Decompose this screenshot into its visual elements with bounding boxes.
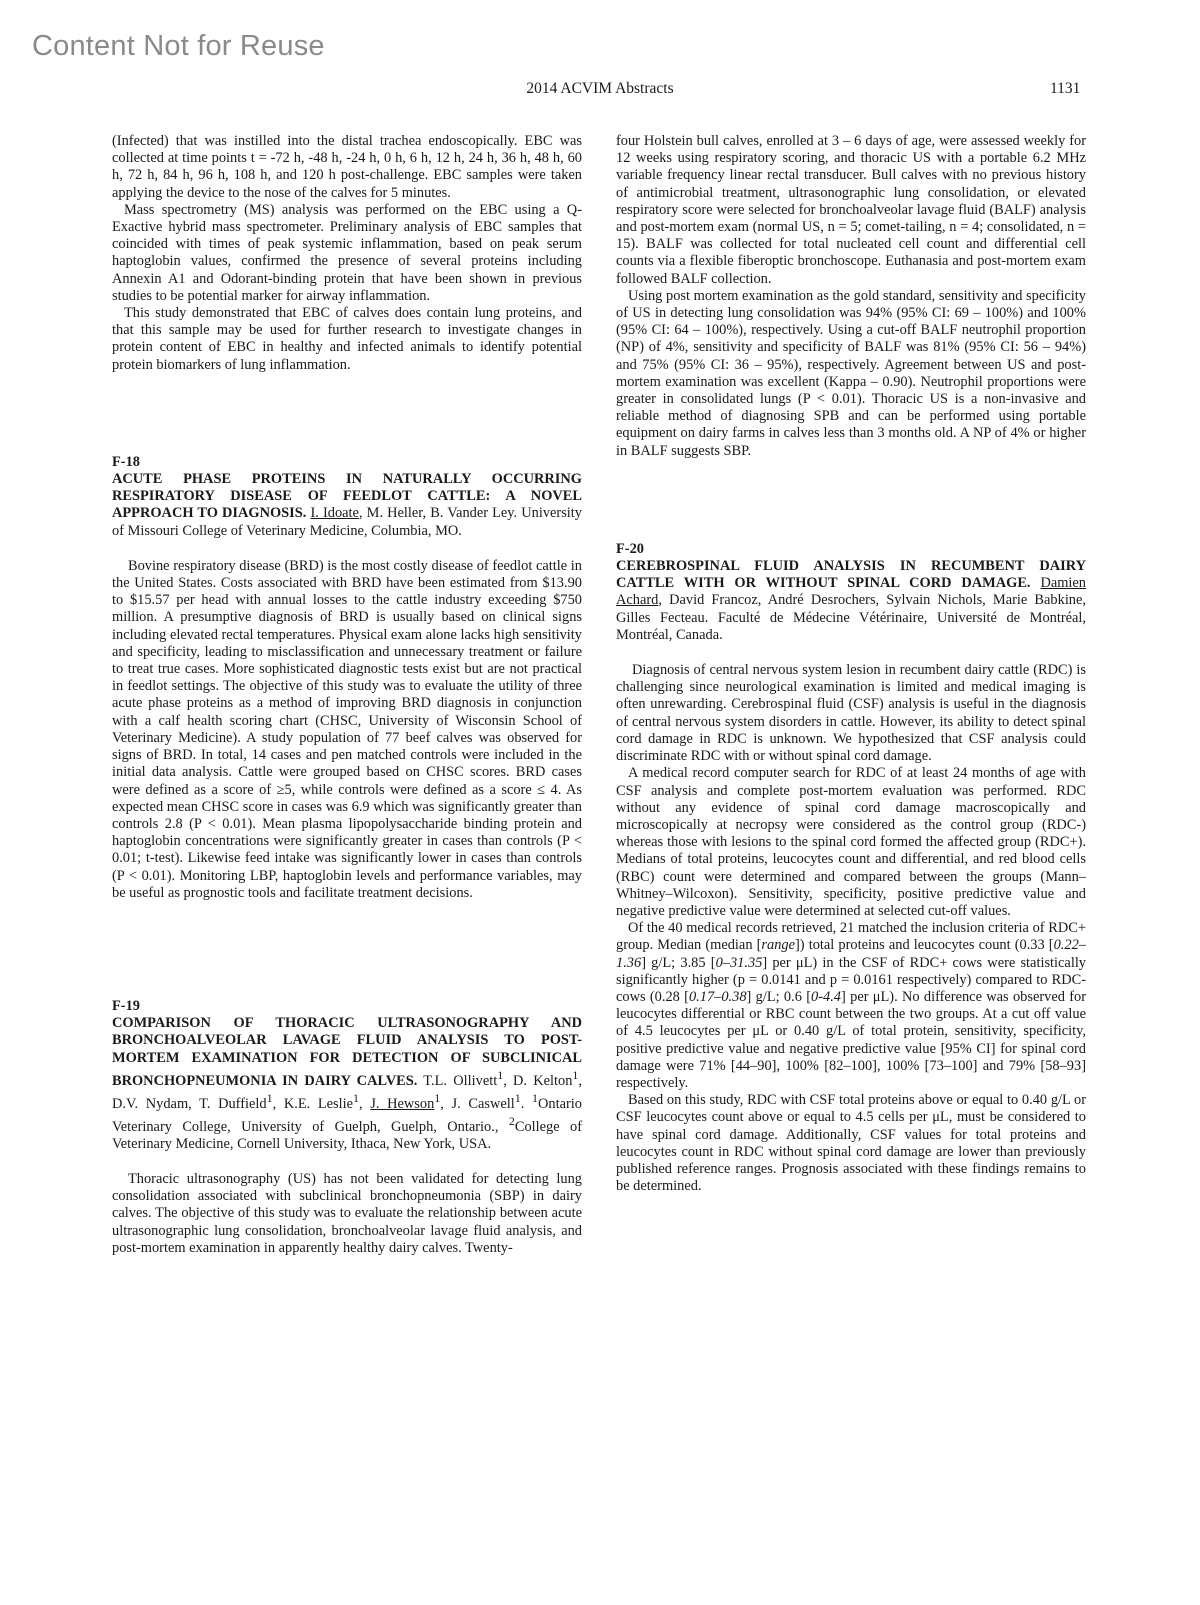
presenting-author: J. Hewson <box>370 1095 435 1112</box>
affiliation: Ontario Veterinary College, University of Guelph, Guelph, Ontario., <box>112 1095 582 1135</box>
affiliation-mark: 1 <box>532 1090 539 1105</box>
abstract-title: CEREBROSPINAL FLUID ANALYSIS IN RECUMBENT DAIRY CATTLE WITH OR WITHOUT SPINAL CORD DAMAGE. <box>616 558 1086 592</box>
affiliation-mark: 2 <box>508 1113 515 1128</box>
right-column <box>616 133 1086 1195</box>
abstract-id: F-20 <box>616 540 644 557</box>
author: , J. Caswell <box>440 1095 515 1112</box>
separator: . <box>520 1095 533 1112</box>
affiliation-mark: 1 <box>514 1090 521 1105</box>
affiliation-mark: 1 <box>434 1090 441 1105</box>
author: , D.V. Nydam, T. Duffield <box>112 1072 583 1112</box>
watermark: Content Not for Reuse <box>32 30 325 62</box>
presenting-author: Damien Achard <box>616 575 1086 609</box>
abstract-f18 <box>112 454 582 902</box>
continued-paragraph: This study demonstrated that EBC of calves does contain lung proteins, and that this sample may be used for further research to investigate changes in protein content of EBC in healthy and infected animals to identify potential protein biomarkers of lung inflammation. <box>112 305 582 373</box>
author: , K.E. Leslie <box>272 1095 354 1112</box>
continued-paragraph: Using post mortem examination as the gold standard, sensitivity and specificity of US in detecting lung consolidation was 94% (95% CI: 69 – 100%) and 100% (95% CI: 64 – 100%), respectively. Using a cut-off BALF neutrophil proportion (NP) of 4%, sensitivity and specificity of BALF was 81% (95% CI: 56 – 94%) and 75% (95% CI: 36 – 95%), respectively. Agreement between US and post-mortem examination was excellent (Kappa – 0.90). Neutrophil proportions were greater in consolidated lungs (P < 0.01). Thoracic US is a non-invasive and reliable method of diagnosing SPB and can be performed using portable equipment on dairy farms in calves less than 3 months old. A NP of 4% or higher in BALF suggests SBP. <box>616 287 1086 459</box>
abstract-id: F-19 <box>112 997 140 1014</box>
authors-affiliation: , M. Heller, B. Vander Ley. University of Missouri College of Veterinary Medicine, Columbia, MO. <box>112 505 583 539</box>
author: T.L. Ollivett <box>417 1072 498 1089</box>
running-title: 2014 ACVIM Abstracts <box>526 80 674 97</box>
separator: , <box>359 1095 371 1112</box>
authors-affiliation: , David Francoz, André Desrochers, Sylvain Nichols, Marie Babkine, Gilles Fecteau. Faculté de Médecine Vétérinaire, Université de Montréal, Montréal, Canada. <box>616 592 1086 643</box>
abstract-f20 <box>616 541 1086 1196</box>
continued-paragraph: Mass spectrometry (MS) analysis was performed on the EBC using a Q-Exactive hybrid mass spectrometer. Preliminary analysis of EBC samples that coincided with times of peak systemic inflammation, based on peak serum haptoglobin values, confirmed the presence of several proteins including Annexin A1 and Odorant-binding protein that have been shown in previous studies to be potential marker for airway inflammation. <box>112 201 582 304</box>
abstract-title: ACUTE PHASE PROTEINS IN NATURALLY OCCURRING RESPIRATORY DISEASE OF FEEDLOT CATTLE: A NOVEL APPROACH TO DIAGNOSIS. <box>112 471 582 522</box>
abstract-body: Thoracic ultrasonography (US) has not been validated for detecting lung consolidation associated with subclinical bronchopneumonia (SBP) in dairy calves. The objective of this study was to evaluate the relationship between acute ultrasonographic lung consolidation, bronchoalveolar lavage fluid analysis, and post-mortem examination in apparently healthy dairy calves. Twenty- <box>112 1170 582 1256</box>
abstract-heading <box>112 1015 582 1153</box>
page-number: 1131 <box>1050 80 1081 97</box>
abstract-body: Of the 40 medical records retrieved, 21 matched the inclusion criteria of RDC+ group. Median (median [range]) total proteins and leucocytes count (0.33 [0.22–1.36] g/L; 3.85 [0–31.35] per μL) in the CSF of RDC+ cows were statistically significantly higher (p = 0.0141 and p = 0.0161 respectively) compared to RDC- cows (0.28 [0.17–0.38] g/L; 0.6 [0-4.4] per μL). No difference was observed for leucocytes differential or RBC count between the two groups. At a cut off value of 4.5 leucocytes per μL or 0.40 g/L of total protein, sensitivity, specificity, positive predictive value and negative predictive value [95% CI] for spinal cord damage were 71% [44–90], 100% [82–100], 100% [73–100] and 79% [58–93] respectively. <box>616 920 1087 1091</box>
abstract-heading <box>112 471 582 540</box>
left-column <box>112 133 582 1257</box>
presenting-author: I. Idoate <box>310 505 359 522</box>
author: , D. Kelton <box>503 1072 573 1089</box>
affiliation-mark: 1 <box>353 1090 360 1105</box>
abstract-f19 <box>112 998 582 1257</box>
abstract-body: Based on this study, RDC with CSF total proteins above or equal to 0.40 g/L or CSF leucocytes count above or equal to 4.5 cells per μL, must be considered to have spinal cord damage. Additionally, CSF values for total proteins and leucocytes count in RDC without spinal cord damage are lower than previously published reference ranges. Prognosis associated with these findings remains to be determined. <box>616 1092 1086 1195</box>
abstract-body: A medical record computer search for RDC of at least 24 months of age with CSF analysis and complete post-mortem evaluation was performed. RDC without any evidence of spinal cord damage macroscopically and microscopically at necropsy were considered as the control group (RDC-) whereas those with lesions to the spinal cord formed the affected group (RDC+). Medians of total proteins, leucocytes count and differential, and red blood cells (RBC) count were determined and compared between the groups (Mann–Whitney–Wilcoxon). Sensitivity, specificity, positive predictive value and negative predictive value were determined at selected cut-off values. <box>616 765 1086 919</box>
abstract-body: Bovine respiratory disease (BRD) is the most costly disease of feedlot cattle in the United States. Costs associated with BRD have been estimated from $13.90 to $15.57 per head with annual losses to the cattle industry exceeding $750 million. A presumptive diagnosis of BRD is usually based on clinical signs including elevated rectal temperatures. Physical exam alone lacks high sensitivity and specificity, leading to misclassification and unnecessary treatment or failure to treat true cases. More sophisticated diagnostic tests exist but are not practical in feedlot settings. The objective of this study was to evaluate the utility of three acute phase proteins as a method of improving BRD diagnosis in conjunction with a calf health scoring chart (CHSC, University of Wisconsin School of Veterinary Medicine). A study population of 77 beef calves was observed for signs of BRD. In total, 14 cases and pen matched controls were included in the initial data analysis. Cattle were grouped based on CHSC scores. BRD cases were defined as a score of ≥5, while controls were defined as a score ≤ 4. As expected mean CHSC score in cases was 6.9 which was significantly greater than controls 2.8 (P < 0.01). Mean plasma lipopolysaccharide binding protein and haptoglobin concentrations were significantly greater in cases than controls (P < 0.01; t-test). Likewise feed intake was significantly lower in cases than controls (P < 0.01). Monitoring LBP, haptoglobin levels and performance variables, may be useful as prognostic tools and facilitate treatment decisions. <box>112 557 582 901</box>
abstract-title: COMPARISON OF THORACIC ULTRASONOGRAPHY AND BRONCHOALVEOLAR LAVAGE FLUID ANALYSIS TO POST-MORTEM EXAMINATION FOR DETECTION OF SUBCLINICAL BRONCHOPNEUMONIA IN DAIRY CALVES. <box>112 1015 582 1089</box>
abstract-id: F-18 <box>112 453 140 470</box>
affiliation-mark: 1 <box>266 1090 273 1105</box>
affiliation-mark: 1 <box>497 1067 504 1082</box>
abstract-heading <box>616 558 1086 644</box>
abstract-body: Diagnosis of central nervous system lesion in recumbent dairy cattle (RDC) is challenging since neurological examination is limited and medical imaging is often unrewarding. Cerebrospinal fluid (CSF) analysis is useful in the diagnosis of central nervous system disorders in cattle. However, its ability to detect spinal cord damage in RDC is unknown. We hypothesized that CSF analysis could discriminate RDC with or without spinal cord damage. <box>616 662 1086 765</box>
continued-paragraph: (Infected) that was instilled into the distal trachea endoscopically. EBC was collected at time points t = -72 h, -48 h, -24 h, 0 h, 6 h, 12 h, 24 h, 36 h, 48 h, 60 h, 72 h, 84 h, 96 h, 108 h, and 120 h post-challenge. EBC samples were taken applying the device to the nose of the calves for 5 minutes. <box>112 133 582 201</box>
affiliation: College of Veterinary Medicine, Cornell University, Ithaca, New York, USA. <box>112 1118 582 1152</box>
affiliation-mark: 1 <box>572 1067 579 1082</box>
continued-paragraph: four Holstein bull calves, enrolled at 3 – 6 days of age, were assessed weekly for 12 weeks using respiratory scoring, and thoracic US with a portable 6.2 MHz variable frequency linear rectal transducer. Bull calves with no previous history of antimicrobial treatment, ultrasonographic lung consolidation, or elevated respiratory score were selected for bronchoalveolar lavage fluid (BALF) analysis and post-mortem exam (normal US, n = 5; comet-tailing, n = 4; consolidated, n = 15). BALF was collected for total nucleated cell count and differential cell counts via a flexible fiberoptic bronchoscope. Euthanasia and post-mortem exam followed BALF collection. <box>616 133 1086 287</box>
